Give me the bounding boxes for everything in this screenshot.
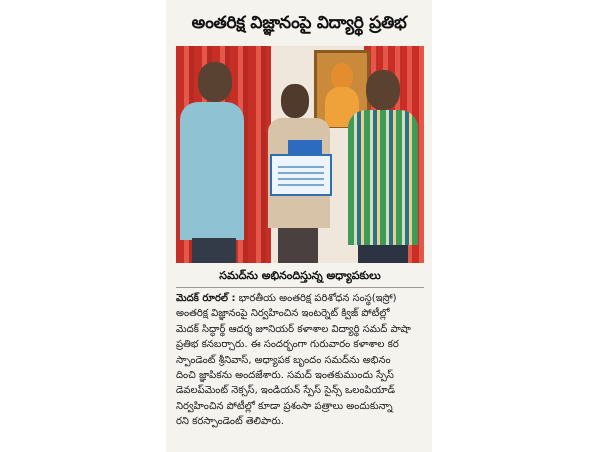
person-right-head (366, 70, 400, 110)
article-line-4: ప్రతిభ కనబర్చారు. ఈ సందర్భంగా గురువారం కళాశాల కర (176, 339, 399, 351)
person-left (180, 102, 244, 240)
article-line-5: స్పాండెంట్ శ్రీనివాస్, అధ్యాపక బృందం సమద్‌ను అభినం (176, 354, 391, 366)
article-line-6: దించి జ్ఞాపికను అందజేశారు. సమద్ ఇంతకుముందు స్పేస్ (176, 370, 394, 382)
article-headline: అంతరిక్ష విజ్ఞానంపై విద్యార్థి ప్రతిభ (191, 13, 407, 33)
dateline: మెదక్ రూరల్ : (176, 293, 236, 304)
divider (176, 287, 424, 288)
article-body (176, 291, 426, 449)
article-line-9: రని కరస్పాండెంట్ తెలిపారు. (176, 416, 284, 428)
newspaper-clipping (166, 0, 432, 452)
certificate (270, 154, 332, 196)
person-right (348, 110, 418, 245)
student-head (281, 84, 309, 118)
article-line-7: డెవలప్‌మెంట్ నెక్సస్, ఇండియన్ స్పేస్ సైన్స్ ఒలంపియాడ్ (176, 385, 396, 397)
article-line-2: అంతరిక్ష విజ్ఞానంపై నిర్వహించిన ఇంటర్నెట్ క్విజ్ పోటీల్లో (176, 308, 390, 320)
article-line-8: నిర్వహించిన పోటీల్లో కూడా ప్రశంసా పత్రాలు అందుకున్నా (176, 400, 393, 412)
article-photo (176, 46, 424, 263)
photo-caption: సమద్‌ను అభినందిస్తున్న అధ్యాపకులు (219, 269, 381, 282)
article-line-1: మెదక్ రూరల్ : భారతీయ అంతరిక్ష పరిశోధన సంస్థ(ఇస్రో) (176, 293, 397, 304)
article-line-3: మెదక్ సిద్ధార్థ్ ఆదర్శ జూనియర్ కళాశాల విద్యార్థి సమద్ పాషా (176, 323, 411, 335)
person-left-head (198, 62, 232, 102)
